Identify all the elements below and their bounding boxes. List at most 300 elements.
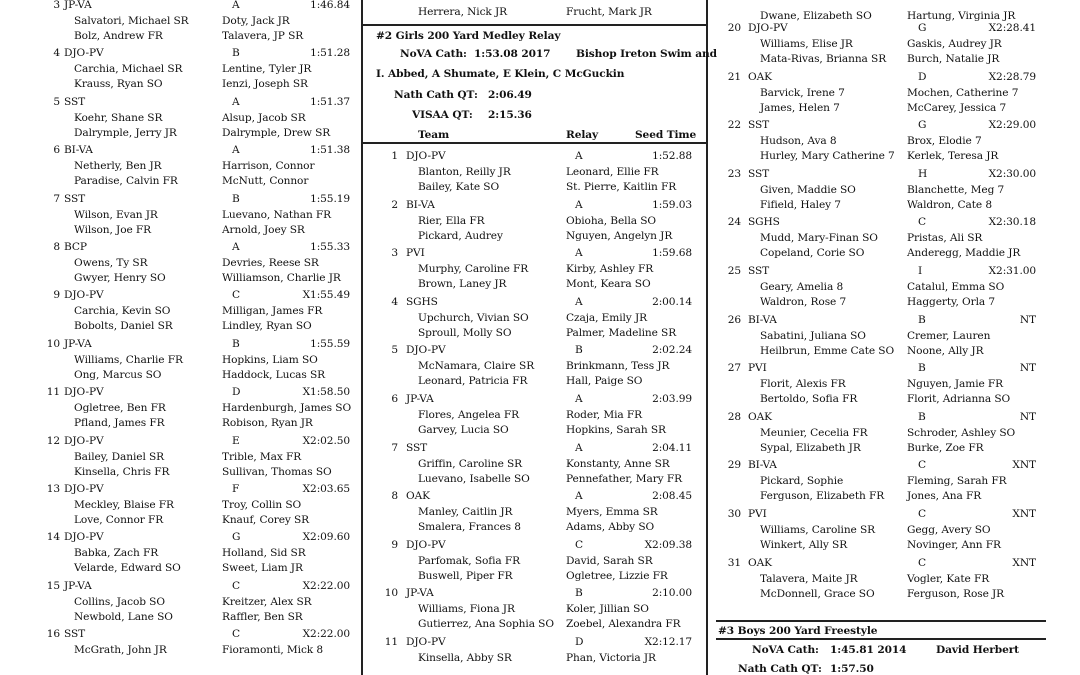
event-2-nathcath-time: 2:06.49 xyxy=(488,89,532,101)
entry-relay-letter: B xyxy=(232,47,240,60)
entry-team: BI-VA xyxy=(748,459,777,472)
swimmer-4: Ienzi, Joseph SR xyxy=(222,78,308,91)
swimmer-2: Blanchette, Meg 7 xyxy=(907,183,1005,196)
swimmer-4: Palmer, Madeline SR xyxy=(566,326,677,339)
entry-team: OAK xyxy=(748,410,772,423)
entry-team: SST xyxy=(64,628,86,641)
entry-number: 3 xyxy=(53,0,60,11)
entry-number: 22 xyxy=(727,119,741,132)
entry-number: 8 xyxy=(391,490,398,503)
swimmer-4: Zoebel, Alexandra FR xyxy=(566,618,681,631)
entry-seed-time: X2:30.00 xyxy=(988,167,1036,180)
swimmer-4: Florit, Adrianna SO xyxy=(907,393,1011,406)
entry-number: 10 xyxy=(46,337,60,350)
swimmer-3: Mata-Rivas, Brianna SR xyxy=(760,53,887,65)
entry-number: 28 xyxy=(727,410,741,423)
swimmer-4: Talavera, JP SR xyxy=(222,30,304,42)
entry-number: 4 xyxy=(53,47,60,60)
swimmer-3: Fifield, Haley 7 xyxy=(760,198,841,211)
entry-seed-time: X2:03.65 xyxy=(302,483,350,495)
swimmer-2: David, Sarah SR xyxy=(566,554,653,567)
swimmer-2: Catalul, Emma SO xyxy=(907,281,1005,293)
entry-relay-letter: C xyxy=(918,508,927,520)
entry-relay-letter: A xyxy=(232,241,240,253)
entry-relay-letter: C xyxy=(918,216,927,229)
swimmer-2: Hardenburgh, James SO xyxy=(222,402,352,415)
swimmer-3: Velarde, Edward SO xyxy=(74,562,181,575)
swimmer-1: Collins, Jacob SO xyxy=(74,595,165,608)
entry-relay-letter: B xyxy=(575,344,583,357)
swimmer-2: Mochen, Catherine 7 xyxy=(907,86,1019,99)
swimmer-3: Luevano, Isabelle SO xyxy=(418,472,530,485)
swimmer-3: Brown, Laney JR xyxy=(418,278,507,291)
entry-team: SST xyxy=(64,95,86,108)
event-3-record-label: NoVA Cath: xyxy=(752,644,819,656)
swimmer-2: Troy, Collin SO xyxy=(222,499,302,511)
entry-team: PVI xyxy=(406,247,425,260)
entry-number: 12 xyxy=(46,434,60,447)
entry-relay-letter: I xyxy=(918,265,923,277)
swimmer-1: Parfomak, Sofia FR xyxy=(418,554,521,567)
entry-number: 6 xyxy=(391,393,398,405)
swimmer-1: Rier, Ella FR xyxy=(418,214,485,227)
swimmer-2: Fleming, Sarah FR xyxy=(907,475,1007,488)
entry-team: DJO-PV xyxy=(64,386,104,399)
swimmer-4: Williamson, Charlie JR xyxy=(222,272,341,284)
swimmer-1: Griffin, Caroline SR xyxy=(418,457,523,470)
swimmer-1: Meunier, Cecelia FR xyxy=(760,426,868,439)
entry-number: 7 xyxy=(391,441,398,454)
swimmer-1: Blanton, Reilly JR xyxy=(418,166,511,178)
entry-team: DJO-PV xyxy=(406,636,446,648)
event-2-record-holder: Bishop Ireton Swim and xyxy=(576,48,717,60)
swimmer-1: Bailey, Daniel SR xyxy=(74,450,165,463)
previous-swimmer-right: Hartung, Virginia JR xyxy=(907,10,1016,22)
entry-relay-letter: A xyxy=(575,393,583,405)
swimmer-2: Brox, Elodie 7 xyxy=(907,135,982,148)
entry-relay-letter: A xyxy=(232,144,240,157)
swimmer-4: Jones, Ana FR xyxy=(907,490,982,503)
entry-team: DJO-PV xyxy=(406,538,446,551)
swimmer-2: Phan, Victoria JR xyxy=(566,652,656,664)
entry-team: SST xyxy=(64,192,86,205)
entry-relay-letter: F xyxy=(232,483,240,495)
entry-team: DJO-PV xyxy=(64,531,104,544)
event-3-nathcath-label: Nath Cath QT: xyxy=(738,663,822,675)
entry-relay-letter: A xyxy=(232,95,240,108)
entry-number: 30 xyxy=(727,508,741,520)
entry-relay-letter: A xyxy=(575,490,583,503)
entry-number: 5 xyxy=(53,95,60,108)
entry-team: DJO-PV xyxy=(64,483,104,495)
entry-team: OAK xyxy=(748,70,772,83)
swimmer-4: Lindley, Ryan SO xyxy=(222,320,312,333)
entry-number: 31 xyxy=(727,556,741,569)
entry-number: 11 xyxy=(384,636,398,648)
entry-relay-letter: B xyxy=(918,362,926,375)
entry-seed-time: NT xyxy=(1019,410,1036,423)
entry-number: 5 xyxy=(391,344,398,357)
entry-seed-time: 2:04.11 xyxy=(652,441,692,454)
column-divider-2 xyxy=(706,0,708,675)
entry-number: 9 xyxy=(53,289,60,302)
entry-team: DJO-PV xyxy=(64,289,104,302)
swimmer-1: McNamara, Claire SR xyxy=(418,360,535,373)
swimmer-3: Bolz, Andrew FR xyxy=(74,30,163,42)
entry-team: PVI xyxy=(748,508,767,520)
swimmer-4: Arnold, Joey SR xyxy=(222,223,305,236)
swimmer-4: Noone, Ally JR xyxy=(907,344,984,357)
entry-seed-time: X2:02.50 xyxy=(302,434,350,447)
swimmer-4: Hall, Paige SO xyxy=(566,375,643,388)
entry-number: 2 xyxy=(391,198,398,211)
entry-relay-letter: C xyxy=(575,538,584,551)
entry-number: 14 xyxy=(46,531,60,544)
entry-number: 21 xyxy=(727,70,741,83)
swimmer-3: Dalrymple, Jerry JR xyxy=(74,126,177,139)
swimmer-1: Ogletree, Ben FR xyxy=(74,402,166,415)
entry-seed-time: NT xyxy=(1019,362,1036,375)
event-3-record-holder: David Herbert xyxy=(936,644,1019,656)
entry-seed-time: 1:52.88 xyxy=(652,150,692,162)
entry-seed-time: 1:51.28 xyxy=(310,47,350,60)
entry-number: 15 xyxy=(46,579,60,592)
swimmer-4: Ferguson, Rose JR xyxy=(907,587,1005,600)
swimmer-3: Buswell, Piper FR xyxy=(418,569,513,582)
swimmer-3: Hurley, Mary Catherine 7 xyxy=(760,150,895,163)
event-2-top-rule xyxy=(362,24,706,26)
entry-number: 20 xyxy=(727,22,741,34)
entry-number: 11 xyxy=(46,386,60,399)
swimmer-1: Geary, Amelia 8 xyxy=(760,281,844,293)
event-2-header-rule xyxy=(362,142,706,144)
entry-relay-letter: A xyxy=(232,0,240,11)
entry-team: SGHS xyxy=(406,295,438,308)
swimmer-2: Doty, Jack JR xyxy=(222,15,290,27)
entry-seed-time: 1:55.19 xyxy=(310,192,350,205)
swimmer-4: Hopkins, Sarah SR xyxy=(566,424,666,436)
swimmer-3: McDonnell, Grace SO xyxy=(760,587,875,600)
entry-relay-letter: C xyxy=(918,556,927,569)
entry-relay-letter: H xyxy=(918,167,928,180)
swimmer-3: Kinsella, Chris FR xyxy=(74,465,170,478)
swimmer-1: Given, Maddie SO xyxy=(760,183,856,196)
entry-relay-letter: B xyxy=(232,192,240,205)
entry-number: 13 xyxy=(46,483,60,495)
swimmer-2: Kreitzer, Alex SR xyxy=(222,595,312,608)
swimmer-1: Talavera, Maite JR xyxy=(760,572,858,585)
swimmer-1: Wilson, Evan JR xyxy=(74,208,158,221)
swimmer-3: Bailey, Kate SO xyxy=(418,181,500,193)
swimmer-2: Schroder, Ashley SO xyxy=(907,426,1016,439)
swimmer-2: Milligan, James FR xyxy=(222,305,323,318)
entry-seed-time: X2:30.18 xyxy=(988,216,1036,229)
swimmer-4: Adams, Abby SO xyxy=(566,521,655,534)
entry-seed-time: 1:51.37 xyxy=(310,95,350,108)
swimmer-3: Pickard, Audrey xyxy=(418,229,503,242)
swimmer-2: Roder, Mia FR xyxy=(566,409,642,421)
swimmer-1: Hudson, Ava 8 xyxy=(760,135,837,148)
swimmer-3: Krauss, Ryan SO xyxy=(74,78,163,91)
swimmer-4: Pennefather, Mary FR xyxy=(566,472,682,485)
entry-number: 1 xyxy=(391,150,398,162)
entry-seed-time: XNT xyxy=(1012,556,1036,569)
entry-team: JP-VA xyxy=(406,393,434,405)
swimmer-3: Bertoldo, Sofia FR xyxy=(760,393,858,406)
entry-team: DJO-PV xyxy=(64,47,104,60)
entry-relay-letter: C xyxy=(232,628,241,641)
swimmer-1: McGrath, John JR xyxy=(74,644,167,657)
swimmer-2: Luevano, Nathan FR xyxy=(222,208,332,221)
event-2-title: #2 Girls 200 Yard Medley Relay xyxy=(376,30,561,42)
swimmer-2: Holland, Sid SR xyxy=(222,547,306,560)
previous-swimmer-left: Herrera, Nick JR xyxy=(418,6,508,18)
entry-team: PVI xyxy=(748,362,767,375)
event-2-nathcath-label: Nath Cath QT: xyxy=(394,89,478,101)
entry-seed-time: 1:59.68 xyxy=(652,247,692,260)
event-3-title: #3 Boys 200 Yard Freestyle xyxy=(718,625,878,637)
swimmer-1: Owens, Ty SR xyxy=(74,257,148,269)
entry-seed-time: X2:31.00 xyxy=(988,265,1036,277)
entry-relay-letter: C xyxy=(918,459,927,472)
swimmer-3: Leonard, Patricia FR xyxy=(418,375,528,388)
entry-team: DJO-PV xyxy=(748,22,788,34)
header-seed-time: Seed Time xyxy=(635,129,697,141)
swimmer-3: Winkert, Ally SR xyxy=(760,539,848,551)
swimmer-2: Konstanty, Anne SR xyxy=(566,457,670,470)
entry-number: 3 xyxy=(391,247,398,260)
entry-relay-letter: C xyxy=(232,289,241,302)
entry-seed-time: XNT xyxy=(1012,508,1036,520)
column-divider-1 xyxy=(361,0,363,675)
entry-seed-time: 1:51.38 xyxy=(310,144,350,157)
entry-team: JP-VA xyxy=(64,0,92,11)
entry-seed-time: X2:09.60 xyxy=(302,531,350,544)
swimmer-4: Mont, Keara SO xyxy=(566,278,651,291)
entry-team: JP-VA xyxy=(64,337,92,350)
swimmer-4: Kerlek, Teresa JR xyxy=(907,150,999,163)
swimmer-4: Robison, Ryan JR xyxy=(222,417,313,430)
swimmer-4: Waldron, Cate 8 xyxy=(907,198,993,211)
entry-team: DJO-PV xyxy=(406,344,446,357)
swimmer-3: Waldron, Rose 7 xyxy=(760,296,847,308)
swimmer-4: McCarey, Jessica 7 xyxy=(907,101,1007,114)
entry-team: SST xyxy=(748,265,770,277)
entry-number: 4 xyxy=(391,295,398,308)
swimmer-2: Gegg, Avery SO xyxy=(907,524,991,536)
entry-seed-time: 1:55.33 xyxy=(310,241,350,253)
swimmer-1: Pickard, Sophie xyxy=(760,475,844,488)
entry-team: BCP xyxy=(64,241,87,253)
swimmer-1: Florit, Alexis FR xyxy=(760,378,846,391)
swimmer-3: Wilson, Joe FR xyxy=(74,223,152,236)
swimmer-4: Nguyen, Angelyn JR xyxy=(566,229,673,242)
swimmer-1: Upchurch, Vivian SO xyxy=(418,311,529,324)
entry-relay-letter: G xyxy=(232,531,241,544)
entry-seed-time: 2:03.99 xyxy=(652,393,692,405)
swimmer-2: Hopkins, Liam SO xyxy=(222,353,318,366)
entry-seed-time: X1:58.50 xyxy=(302,386,350,399)
swimmer-1: Meckley, Blaise FR xyxy=(74,499,174,511)
swimmer-3: Garvey, Lucia SO xyxy=(418,424,509,436)
swimmer-2: Nguyen, Jamie FR xyxy=(907,378,1004,391)
swimmer-3: Heilbrun, Emme Cate SO xyxy=(760,344,895,357)
event-2-record-label: NoVA Cath: xyxy=(400,48,467,60)
swimmer-4: Raffler, Ben SR xyxy=(222,610,303,623)
swimmer-1: Carchia, Kevin SO xyxy=(74,305,171,318)
entry-team: DJO-PV xyxy=(64,434,104,447)
entry-number: 8 xyxy=(53,241,60,253)
swimmer-1: Flores, Angelea FR xyxy=(418,409,520,421)
swimmer-4: Novinger, Ann FR xyxy=(907,539,1001,551)
entry-number: 26 xyxy=(727,313,741,326)
event-3-title-rule xyxy=(716,638,1046,640)
entry-seed-time: X2:28.79 xyxy=(988,70,1036,83)
entry-number: 6 xyxy=(53,144,60,157)
entry-team: SST xyxy=(748,167,770,180)
swimmer-1: Babka, Zach FR xyxy=(74,547,159,560)
entry-team: SST xyxy=(748,119,770,132)
entry-seed-time: 2:10.00 xyxy=(652,587,692,600)
previous-swimmer-left: Dwane, Elizabeth SO xyxy=(760,10,872,22)
swimmer-1: Mudd, Mary-Finan SO xyxy=(760,232,878,245)
swimmer-1: Sabatini, Juliana SO xyxy=(760,329,866,342)
entry-seed-time: X2:29.00 xyxy=(988,119,1036,132)
entry-relay-letter: B xyxy=(918,313,926,326)
swimmer-3: Love, Connor FR xyxy=(74,514,164,526)
swimmer-4: St. Pierre, Kaitlin FR xyxy=(566,181,677,193)
swimmer-2: Obioha, Bella SO xyxy=(566,214,656,227)
swimmer-2: Gaskis, Audrey JR xyxy=(907,38,1002,50)
entry-relay-letter: A xyxy=(575,247,583,260)
swimmer-3: Gutierrez, Ana Sophia SO xyxy=(418,618,554,631)
swimmer-4: Burke, Zoe FR xyxy=(907,441,984,454)
swimmer-3: Ferguson, Elizabeth FR xyxy=(760,490,885,503)
entry-relay-letter: A xyxy=(575,150,583,162)
entry-seed-time: XNT xyxy=(1012,459,1036,472)
entry-team: SST xyxy=(406,441,428,454)
entry-number: 29 xyxy=(727,459,741,472)
swimmer-3: Sypal, Elizabeth JR xyxy=(760,441,861,454)
entry-seed-time: X2:28.41 xyxy=(988,22,1036,34)
event-2-visaa-time: 2:15.36 xyxy=(488,109,532,121)
swimmer-1: Williams, Caroline SR xyxy=(760,524,876,536)
swimmer-4: Ogletree, Lizzie FR xyxy=(566,569,668,582)
entry-relay-letter: C xyxy=(232,579,241,592)
swimmer-1: Murphy, Caroline FR xyxy=(418,263,529,276)
swimmer-3: Smalera, Frances 8 xyxy=(418,521,521,534)
entry-relay-letter: G xyxy=(918,119,927,132)
swimmer-2: Lentine, Tyler JR xyxy=(222,63,312,76)
swimmer-2: Pristas, Ali SR xyxy=(907,232,983,245)
swimmer-1: Carchia, Michael SR xyxy=(74,63,183,76)
entry-team: JP-VA xyxy=(64,579,92,592)
swimmer-2: Myers, Emma SR xyxy=(566,506,658,519)
swimmer-4: Knauf, Corey SR xyxy=(222,514,310,526)
entry-seed-time: X2:12.17 xyxy=(644,636,692,648)
swimmer-1: Barvick, Irene 7 xyxy=(760,86,845,99)
event-3-nathcath-time: 1:57.50 xyxy=(830,663,874,675)
swimmer-2: Devries, Reese SR xyxy=(222,257,319,269)
entry-team: BI-VA xyxy=(406,198,435,211)
event-2-record-time: 1:53.08 2017 xyxy=(474,48,551,60)
swimmer-3: Ong, Marcus SO xyxy=(74,368,162,381)
entry-number: 16 xyxy=(46,628,60,641)
swimmer-4: Haddock, Lucas SR xyxy=(222,368,326,381)
entry-number: 7 xyxy=(53,192,60,205)
swimmer-2: Brinkmann, Tess JR xyxy=(566,360,670,373)
swimmer-4: Sweet, Liam JR xyxy=(222,562,303,575)
entry-seed-time: X2:09.38 xyxy=(644,538,692,551)
entry-team: OAK xyxy=(748,556,772,569)
entry-number: 10 xyxy=(384,587,398,600)
entry-relay-letter: G xyxy=(918,22,927,34)
entry-team: OAK xyxy=(406,490,430,503)
swimmer-3: Paradise, Calvin FR xyxy=(74,175,178,188)
entry-relay-letter: B xyxy=(575,587,583,600)
swimmer-2: Vogler, Kate FR xyxy=(907,572,990,585)
entry-relay-letter: B xyxy=(918,410,926,423)
swimmer-1: Williams, Charlie FR xyxy=(74,353,183,366)
swimmer-2: Harrison, Connor xyxy=(222,160,315,173)
header-relay: Relay xyxy=(566,129,599,141)
swimmer-1: Williams, Fiona JR xyxy=(418,603,515,616)
swimmer-4: Burch, Natalie JR xyxy=(907,53,1000,65)
swimmer-3: Pfland, James FR xyxy=(74,417,165,430)
entry-relay-letter: D xyxy=(232,386,241,399)
entry-team: SGHS xyxy=(748,216,780,229)
entry-relay-letter: E xyxy=(232,434,240,447)
swimmer-3: Newbold, Lane SO xyxy=(74,610,173,623)
swimmer-1: Salvatori, Michael SR xyxy=(74,15,189,27)
swimmer-3: Copeland, Corie SO xyxy=(760,247,865,260)
entry-seed-time: X2:22.00 xyxy=(302,628,350,641)
entry-seed-time: 1:55.59 xyxy=(310,337,350,350)
swimmer-2: Trible, Max FR xyxy=(222,450,302,463)
entry-seed-time: NT xyxy=(1019,313,1036,326)
swimmer-4: Haggerty, Orla 7 xyxy=(907,296,995,308)
event-2-visaa-label: VISAA QT: xyxy=(412,109,473,121)
entry-seed-time: X1:55.49 xyxy=(302,289,350,302)
entry-team: BI-VA xyxy=(64,144,93,157)
entry-number: 23 xyxy=(727,167,741,180)
swimmer-4: Dalrymple, Drew SR xyxy=(222,126,331,139)
swimmer-4: McNutt, Connor xyxy=(222,175,309,188)
swimmer-4: Sullivan, Thomas SO xyxy=(222,465,332,478)
entry-relay-letter: A xyxy=(575,441,583,454)
entry-relay-letter: D xyxy=(918,70,927,83)
event-3-record-time: 1:45.81 2014 xyxy=(830,644,907,656)
swimmer-1: Koehr, Shane SR xyxy=(74,111,163,124)
swimmer-1: Kinsella, Abby SR xyxy=(418,652,512,664)
entry-seed-time: 2:02.24 xyxy=(652,344,692,357)
swimmer-3: Sproull, Molly SO xyxy=(418,326,512,339)
swimmer-2: Leonard, Ellie FR xyxy=(566,166,659,178)
previous-swimmer-right: Frucht, Mark JR xyxy=(566,6,652,18)
entry-team: DJO-PV xyxy=(406,150,446,162)
swimmer-3: Gwyer, Henry SO xyxy=(74,272,166,284)
entry-relay-letter: A xyxy=(575,198,583,211)
entry-number: 27 xyxy=(727,362,741,375)
entry-seed-time: 2:00.14 xyxy=(652,295,692,308)
swimmer-2: Cremer, Lauren xyxy=(907,329,991,342)
entry-relay-letter: A xyxy=(575,295,583,308)
swimmer-3: Bobolts, Daniel SR xyxy=(74,320,173,333)
entry-seed-time: 1:46.84 xyxy=(310,0,350,11)
entry-seed-time: 2:08.45 xyxy=(652,490,692,503)
entry-team: JP-VA xyxy=(406,587,434,600)
swimmer-2: Fioramonti, Mick 8 xyxy=(222,644,324,657)
